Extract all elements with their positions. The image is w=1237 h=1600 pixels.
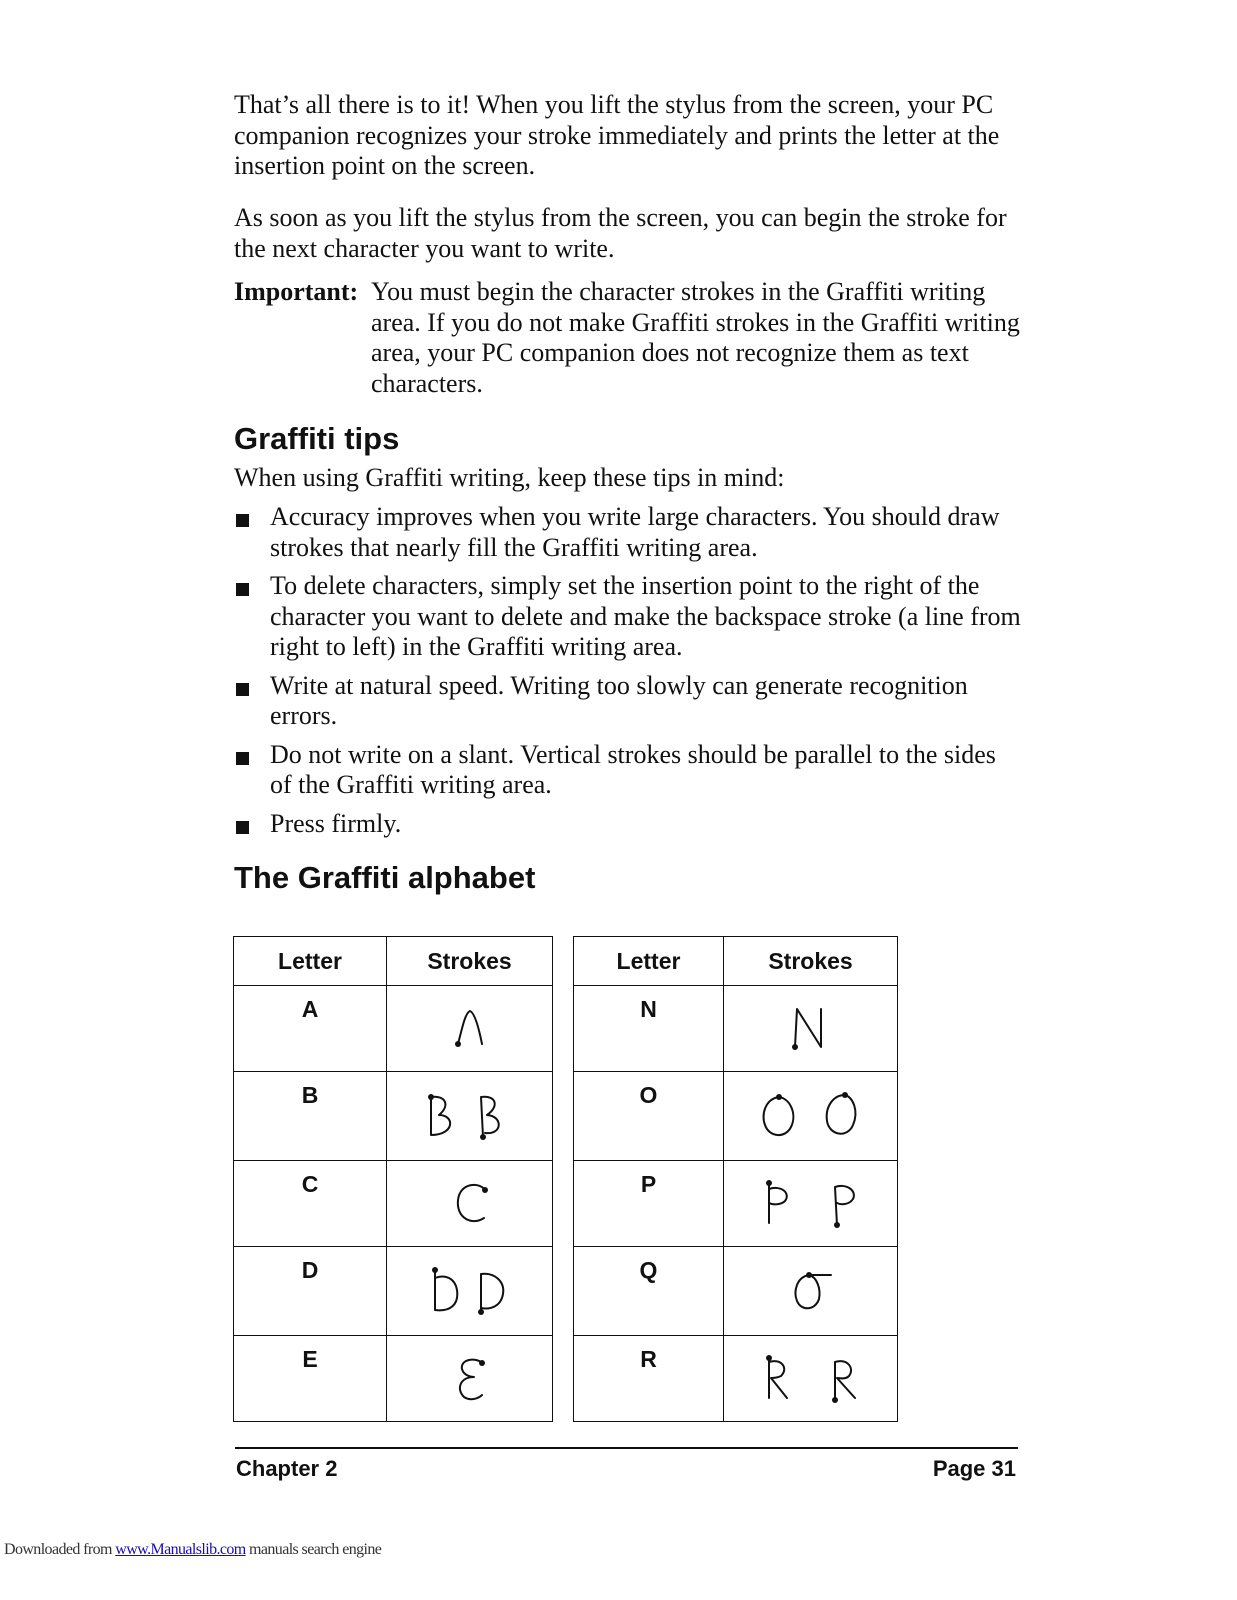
letter-cell: Q [574,1247,724,1336]
tip-text: To delete characters, simply set the insertion point to the right of the character you want to delete and make the backspace stroke (a line from right to left) in the Graffiti writing area. [270,571,1021,661]
alphabet-table-left [233,936,553,1422]
important-text: You must begin the character strokes in the Graffiti writing area. If you do not make Graffiti strokes in the Graffiti writing area, your PC companion does not recognize them as text characters. [371,277,1020,398]
table-row [574,986,898,1072]
list-item [234,740,1024,801]
table-header-row [574,937,898,986]
letter-cell: P [574,1161,724,1247]
list-item [234,671,1024,732]
stroke-p-icon [751,1173,871,1235]
footer-chapter: Chapter 2 [236,1456,338,1481]
list-item [234,571,1024,663]
letter-cell: C [234,1161,387,1247]
stroke-cell [387,1336,553,1422]
letter-cell: E [234,1336,387,1422]
square-bullet-icon [236,752,249,765]
square-bullet-icon [236,583,249,596]
tips-intro: When using Graffiti writing, keep these tips in mind: [234,463,785,492]
table-row [234,1336,553,1422]
square-bullet-icon [236,514,249,527]
watermark-prefix: Downloaded from [4,1541,116,1558]
letter-cell: O [574,1072,724,1161]
stroke-o-icon [751,1085,871,1147]
important-label: Important: [234,277,359,306]
tip-text: Accuracy improves when you write large characters. You should draw strokes that nearly fill the Graffiti writing area. [270,502,1000,562]
stroke-d-icon [415,1260,525,1322]
tip-text: Write at natural speed. Writing too slowly can generate recognition errors. [270,670,968,730]
list-item [234,502,1024,563]
stroke-n-icon [781,999,841,1059]
stroke-q-icon [781,1261,841,1321]
tips-list [234,502,1024,847]
table-row [234,1247,553,1336]
letter-cell: R [574,1336,724,1422]
letter-cell: A [234,986,387,1072]
footer-divider [235,1447,1018,1449]
table-row [574,1072,898,1161]
strokes-column-header: Strokes [387,937,553,986]
stroke-cell [724,986,898,1072]
table-row [574,1161,898,1247]
table-header-row [234,937,553,986]
manualslib-link[interactable]: www.Manualslib.com [115,1541,246,1558]
graffiti-tips-heading: Graffiti tips [234,421,400,456]
stroke-paragraph: As soon as you lift the stylus from the screen, you can begin the stroke for the next character you want to write. [234,203,1007,263]
stroke-e-icon [440,1349,500,1409]
stroke-cell [724,1336,898,1422]
letter-cell: D [234,1247,387,1336]
table-row [574,1247,898,1336]
graffiti-alphabet-heading: The Graffiti alphabet [234,860,536,895]
stroke-cell [724,1161,898,1247]
stroke-cell [724,1072,898,1161]
intro-paragraph: That’s all there is to it! When you lift the stylus from the screen, your PC companion recognizes your stroke immediately and prints the letter at the insertion point on the screen. [234,90,1000,180]
table-row [574,1336,898,1422]
stroke-c-icon [440,1174,500,1234]
letter-cell: N [574,986,724,1072]
letter-cell: B [234,1072,387,1161]
stroke-cell [724,1247,898,1336]
table-row [234,986,553,1072]
stroke-cell [387,1072,553,1161]
alphabet-table-right [573,936,898,1422]
footer-page-number: Page 31 [932,1456,1016,1481]
letter-column-header: Letter [574,937,724,986]
stroke-a-icon [440,999,500,1059]
list-item [234,809,1024,840]
download-watermark [4,1541,381,1559]
stroke-b-icon [415,1085,525,1147]
tip-text: Do not write on a slant. Vertical strokes should be parallel to the sides of the Graffiti writing area. [270,739,996,799]
stroke-cell [387,1161,553,1247]
square-bullet-icon [236,821,249,834]
tip-text: Press firmly. [270,808,402,838]
stroke-cell [387,986,553,1072]
stroke-cell [387,1247,553,1336]
letter-column-header: Letter [234,937,387,986]
table-row [234,1161,553,1247]
watermark-suffix: manuals search engine [245,1541,382,1558]
square-bullet-icon [236,683,249,696]
stroke-r-icon [751,1348,871,1410]
table-row [234,1072,553,1161]
strokes-column-header: Strokes [724,937,898,986]
